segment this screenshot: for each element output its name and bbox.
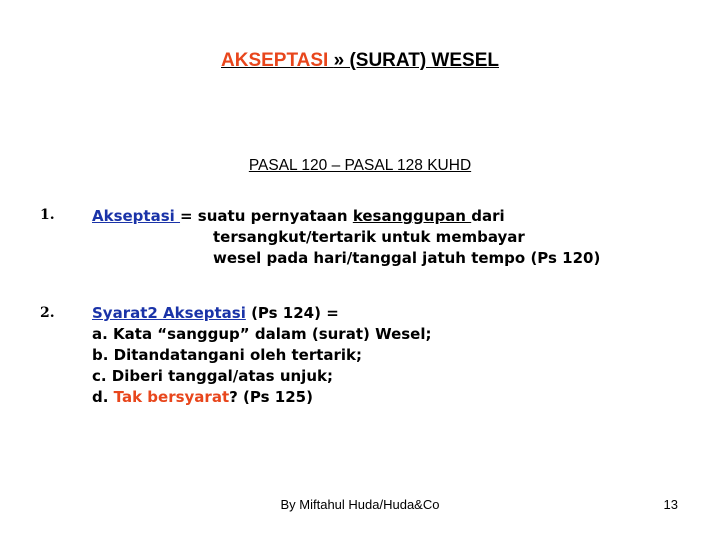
item-2-line-d-suffix: ? (Ps 125) — [229, 388, 313, 406]
slide-footer: By Miftahul Huda/Huda&Co — [280, 497, 440, 512]
title-rest: » (SURAT) WESEL — [333, 50, 499, 71]
page-number: 13 — [663, 497, 678, 512]
item-1-after-keyword: dari — [471, 207, 505, 225]
slide-title — [0, 50, 720, 72]
item-2-requirements — [92, 303, 432, 408]
item-2-line-b: b. Ditandatangani oleh tertarik; — [92, 346, 363, 364]
item-1-equals: = suatu pernyataan — [180, 207, 353, 225]
item-number-2: 2. — [40, 305, 55, 321]
title-highlight: AKSEPTASI — [221, 50, 334, 71]
item-2-line-a: a. Kata “sanggup” dalam (surat) Wesel; — [92, 325, 432, 343]
item-2-line-d — [92, 387, 432, 408]
item-2-after-term: (Ps 124) = — [245, 304, 339, 322]
item-2-line-d-red: Tak bersyarat — [113, 388, 230, 406]
slide-subtitle: PASAL 120 – PASAL 128 KUHD — [248, 157, 472, 174]
item-2-line-d-prefix: d. — [92, 388, 114, 406]
item-1-keyword: kesanggupan — [352, 207, 472, 225]
item-2-heading — [92, 303, 432, 324]
item-1-term: Akseptasi — [92, 207, 181, 225]
item-1-line-3: wesel pada hari/tanggal jatuh tempo (Ps 120) — [213, 249, 601, 267]
item-2-term: Syarat2 Akseptasi — [92, 304, 246, 322]
item-2-line-c: c. Diberi tanggal/atas unjuk; — [92, 367, 333, 385]
item-1-line-2: tersangkut/tertarik untuk membayar — [213, 228, 525, 246]
item-1-definition — [92, 206, 600, 269]
item-number-1: 1. — [40, 207, 55, 223]
